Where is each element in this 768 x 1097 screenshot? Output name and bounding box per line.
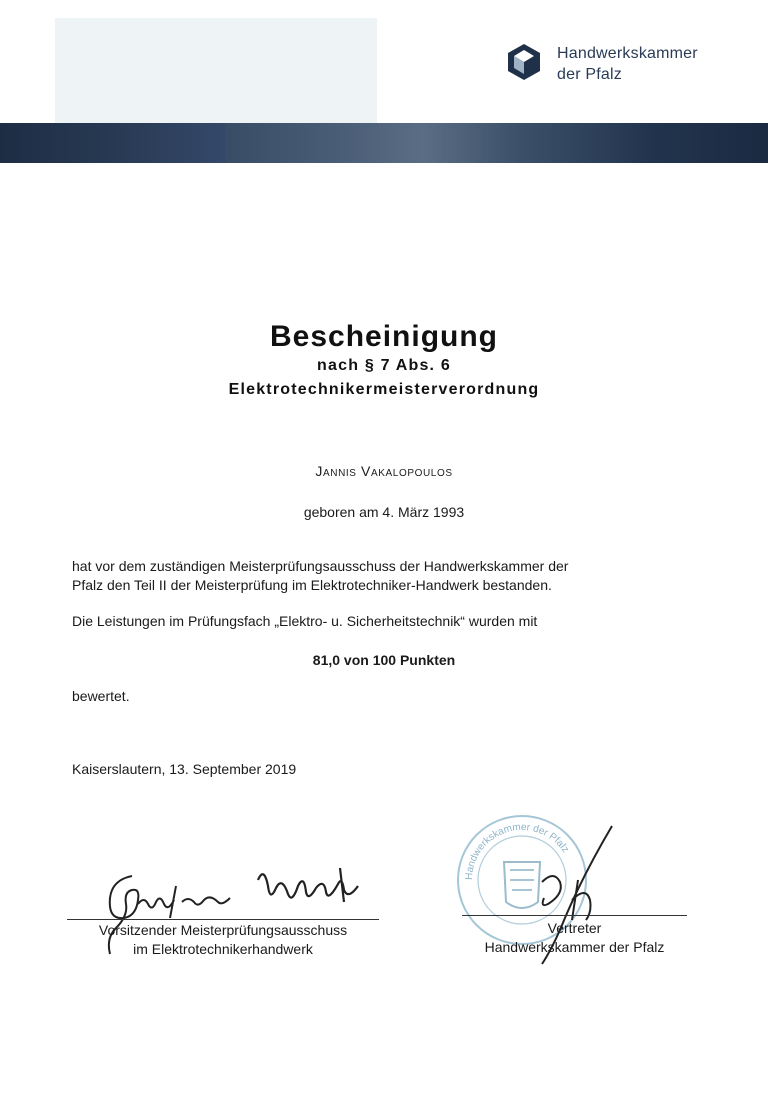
birth-date: geboren am 4. März 1993: [303, 504, 465, 520]
org-name: [557, 43, 698, 85]
header-shade-block: [55, 18, 377, 128]
org-name-line2: der Pfalz: [557, 66, 622, 83]
right-caption-line2: Handwerkskammer der Pfalz: [484, 939, 665, 955]
hwk-logo-icon: [504, 42, 544, 82]
org-name-line1: Handwerkskammer: [557, 45, 698, 62]
recipient-name: Jannis Vakalopoulos: [315, 463, 453, 479]
paragraph2: Die Leistungen im Prüfungsfach „Elektro- u. Sicherheitstechnik“ wurden mit: [72, 613, 538, 629]
rated-text: bewertet.: [72, 688, 130, 704]
paragraph1-line1: hat vor dem zuständigen Meisterprüfungsausschuss der Handwerkskammer der: [72, 558, 569, 574]
document-subtitle-line1: nach § 7 Abs. 6: [317, 357, 451, 374]
paragraph1-line2: Pfalz den Teil II der Meisterprüfung im Elektrotechniker-Handwerk bestanden.: [72, 577, 552, 593]
header-band-dark-section: [0, 123, 225, 163]
seal-text: Handwerkskammer der Pfalz: [463, 821, 571, 881]
place-date: Kaiserslautern, 13. September 2019: [72, 761, 297, 777]
document-title: Bescheinigung: [269, 320, 499, 353]
left-caption-line2: im Elektrotechnikerhandwerk: [133, 941, 313, 957]
left-signature-caption: [67, 921, 379, 959]
right-signature-caption: [462, 919, 687, 957]
score: 81,0 von 100 Punkten: [312, 652, 456, 668]
left-signature-line: [67, 919, 379, 920]
right-caption-line1: Vertreter: [547, 920, 602, 936]
left-caption-line1: Vorsitzender Meisterprüfungsausschuss: [98, 922, 348, 938]
right-signature-line: [462, 915, 687, 916]
document-subtitle-line2: Elektrotechnikermeisterverordnung: [228, 381, 540, 398]
